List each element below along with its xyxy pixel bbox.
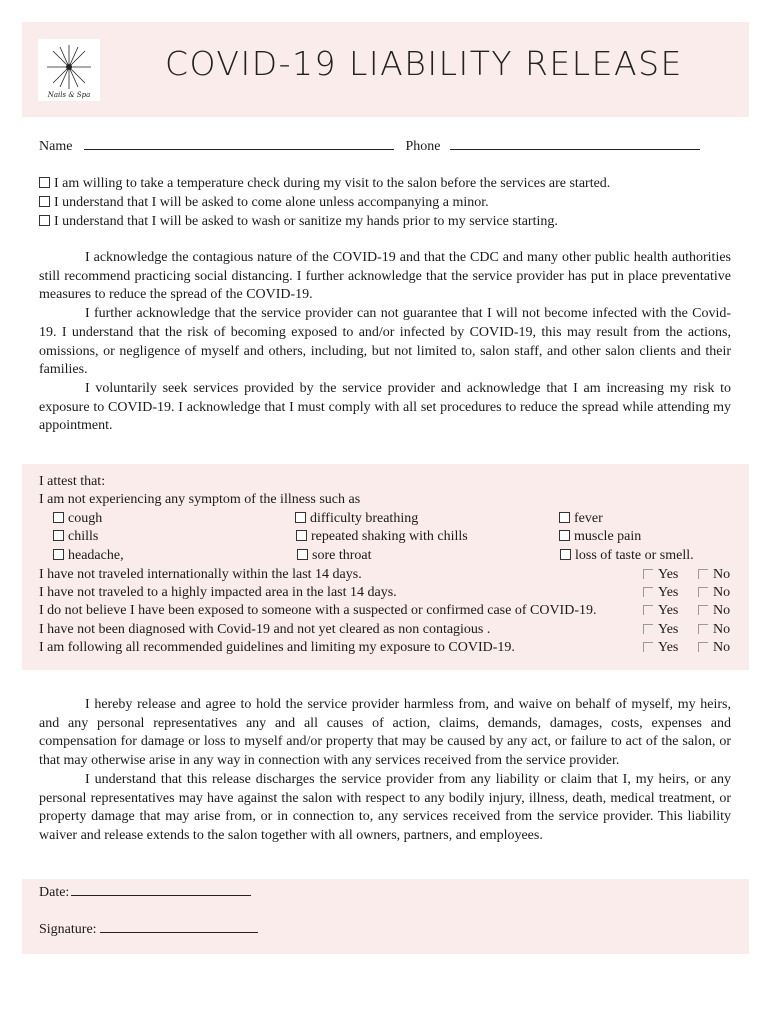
- symptom-label: chills: [68, 529, 99, 544]
- phone-label: Phone: [405, 139, 441, 154]
- symptom-label: difficulty breathing: [310, 511, 419, 526]
- checkbox-label: I understand that I will be asked to come alone unless accompanying a minor.: [54, 195, 489, 210]
- statement-impacted-area: I have not traveled to a highly impacted area in the last 14 days.: [39, 585, 397, 600]
- symptom-muscle-pain: [559, 528, 641, 547]
- yes-checkbox[interactable]: [643, 624, 653, 634]
- no-checkbox[interactable]: [698, 624, 708, 634]
- headache-checkbox[interactable]: [53, 549, 64, 560]
- statement-guidelines: I am following all recommended guidelines and limiting my exposure to COVID-19.: [39, 640, 515, 655]
- symptom-label: loss of taste or smell.: [575, 548, 694, 563]
- checkbox-item-temperature: [39, 174, 610, 193]
- symptom-difficulty-breathing: [295, 510, 418, 529]
- checkbox-label: I am willing to take a temperature check during my visit to the salon before the services are started.: [54, 176, 611, 191]
- no-label: No: [713, 603, 731, 618]
- symptom-label: sore throat: [312, 548, 372, 563]
- symptom-label: muscle pain: [574, 529, 642, 544]
- release-section: [39, 696, 731, 846]
- ack-paragraph: I acknowledge the contagious nature of the COVID-19 and that the CDC and many other public health authorities still recommend practicing social distancing. I further acknowledge that the service provider has put in place preventative measures to reduce the spread of the COVID-19.: [39, 250, 731, 303]
- salon-logo: [38, 39, 100, 101]
- symptom-label: cough: [68, 511, 103, 526]
- release-paragraph: I understand that this release discharges the service provider from any liability or claim that I, my heirs, or any personal representatives may have against the salon with respect to any bodily injury, illness, death, medical treatment, or property damage that may arise from, or in connection to, any services received from the service provider. This liability waiver and release extends to the salon together with all owners, partners, and employees.: [39, 771, 731, 843]
- star-logo-icon: [38, 39, 100, 101]
- no-label: No: [713, 585, 731, 600]
- yes-checkbox[interactable]: [643, 605, 653, 615]
- name-label: Name: [39, 139, 73, 154]
- symptom-intro: I am not experiencing any symptom of the illness such as: [39, 492, 361, 507]
- yes-checkbox[interactable]: [643, 569, 653, 579]
- symptom-chills: [53, 528, 98, 547]
- sanitize-checkbox[interactable]: [39, 215, 50, 226]
- logo-script-text: Nails & Spa: [47, 91, 91, 99]
- symptom-loss-of-taste: [560, 547, 694, 566]
- yes-option[interactable]: [643, 584, 678, 603]
- yes-option[interactable]: [643, 602, 678, 621]
- signature-row: [39, 920, 258, 938]
- signature-label: Signature:: [39, 922, 97, 937]
- no-checkbox[interactable]: [698, 605, 708, 615]
- yes-label: Yes: [658, 603, 679, 618]
- no-option[interactable]: [698, 566, 730, 585]
- symptom-headache: [53, 547, 124, 566]
- checkbox-item-sanitize: [39, 212, 558, 231]
- no-label: No: [713, 622, 731, 637]
- header-band: [22, 22, 749, 117]
- page-title: COVID-19 LIABILITY RELEASE: [165, 44, 683, 83]
- no-label: No: [713, 640, 731, 655]
- attest-heading: I attest that:: [39, 474, 106, 489]
- yes-checkbox[interactable]: [643, 642, 653, 652]
- name-field[interactable]: [84, 137, 394, 150]
- fever-checkbox[interactable]: [559, 512, 570, 523]
- acknowledgement-section: [39, 249, 731, 436]
- date-row: [39, 883, 251, 901]
- phone-field[interactable]: [450, 137, 700, 150]
- date-field[interactable]: [71, 883, 251, 896]
- yes-option[interactable]: [643, 566, 678, 585]
- no-checkbox[interactable]: [698, 569, 708, 579]
- yes-checkbox[interactable]: [643, 587, 653, 597]
- yes-label: Yes: [658, 622, 679, 637]
- symptom-sore-throat: [297, 547, 371, 566]
- statement-diagnosed: I have not been diagnosed with Covid-19 and not yet cleared as non contagious .: [39, 622, 491, 637]
- signature-field[interactable]: [100, 920, 258, 933]
- sore-throat-checkbox[interactable]: [297, 549, 308, 560]
- checkbox-item-alone: [39, 193, 489, 212]
- yes-label: Yes: [658, 640, 679, 655]
- date-label: Date:: [39, 885, 70, 900]
- no-label: No: [713, 567, 731, 582]
- yes-option[interactable]: [643, 621, 678, 640]
- statement-exposure: I do not believe I have been exposed to someone with a suspected or confirmed case of COVID-19.: [39, 603, 597, 618]
- difficulty-breathing-checkbox[interactable]: [295, 512, 306, 523]
- shaking-checkbox[interactable]: [296, 530, 307, 541]
- muscle-pain-checkbox[interactable]: [559, 530, 570, 541]
- chills-checkbox[interactable]: [53, 530, 64, 541]
- loss-of-taste-checkbox[interactable]: [560, 549, 571, 560]
- name-phone-row: [39, 137, 700, 155]
- no-option[interactable]: [698, 621, 730, 640]
- no-checkbox[interactable]: [698, 587, 708, 597]
- release-paragraph: I hereby release and agree to hold the service provider harmless from, and waive on behalf of myself, my heirs, and any personal representatives any and all causes of action, claims, demands, damages, costs, expenses and compensation for damage or loss to myself and/or property that may be caused by any act, or failure to act of the salon, or that may otherwise arise in any way in connection with any services received from the service provider.: [39, 697, 731, 769]
- no-option[interactable]: [698, 639, 730, 658]
- symptom-label: repeated shaking with chills: [311, 529, 468, 544]
- symptom-shaking: [296, 528, 468, 547]
- alone-checkbox[interactable]: [39, 196, 50, 207]
- cough-checkbox[interactable]: [53, 512, 64, 523]
- symptom-cough: [53, 510, 102, 529]
- ack-paragraph: I further acknowledge that the service provider can not guarantee that I will not become infected with the Covid-19. I understand that the risk of becoming exposed to and/or infected by COVID-19, this may result from the actions, omissions, or negligence of myself and others, including, but not limited to, salon staff, and other salon clients and their families.: [39, 306, 731, 378]
- yes-option[interactable]: [643, 639, 678, 658]
- ack-paragraph: I voluntarily seek services provided by the service provider and acknowledge that I am increasing my risk to exposure to COVID-19. I acknowledge that I must comply with all set procedures to reduce the spread while attending my appointment.: [39, 380, 731, 434]
- temperature-checkbox[interactable]: [39, 177, 50, 188]
- symptom-label: headache,: [68, 548, 124, 563]
- no-checkbox[interactable]: [698, 642, 708, 652]
- no-option[interactable]: [698, 602, 730, 621]
- yes-label: Yes: [658, 567, 679, 582]
- symptom-fever: [559, 510, 603, 529]
- no-option[interactable]: [698, 584, 730, 603]
- statement-international-travel: I have not traveled internationally within the last 14 days.: [39, 567, 362, 582]
- checkbox-label: I understand that I will be asked to wash or sanitize my hands prior to my service starting.: [54, 214, 558, 229]
- yes-label: Yes: [658, 585, 679, 600]
- symptom-label: fever: [574, 511, 603, 526]
